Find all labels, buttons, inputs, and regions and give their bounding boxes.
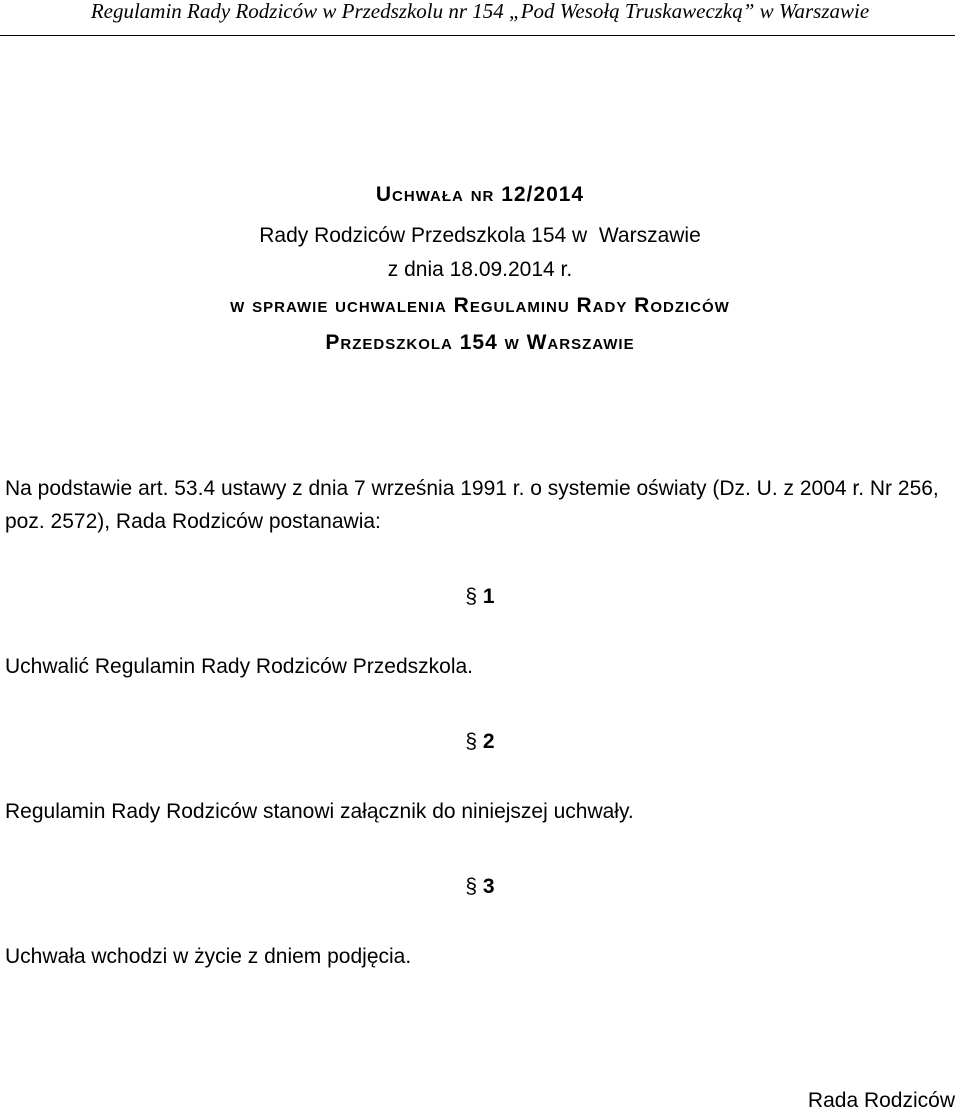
section-1-heading (0, 585, 960, 609)
resolution-number: Uchwała nr 12/2014 (375, 183, 585, 206)
section-2-heading (0, 730, 960, 754)
section-symbol: § (465, 730, 478, 753)
section-1-text: Uchwalić Regulamin Rady Rodziców Przedszkola. (5, 655, 474, 678)
section-number: 2 (482, 730, 495, 753)
resolution-subject-line-2: Przedszkola 154 w Warszawie (325, 331, 635, 354)
section-symbol: § (465, 875, 478, 898)
section-number: 3 (482, 875, 495, 898)
resolution-issuer: Rady Rodziców Przedszkola 154 w Warszawie (259, 224, 701, 247)
resolution-date: z dnia 18.09.2014 r. (387, 258, 573, 281)
section-number: 1 (482, 585, 495, 608)
header-rule (0, 35, 955, 36)
section-3-text: Uchwała wchodzi w życie z dniem podjęcia. (5, 945, 412, 968)
section-2-text: Regulamin Rady Rodziców stanowi załącznik do niniejszej uchwały. (5, 800, 634, 823)
section-symbol: § (465, 585, 478, 608)
section-3-heading (0, 875, 960, 899)
legal-basis-paragraph: Na podstawie art. 53.4 ustawy z dnia 7 września 1991 r. o systemie oświaty (Dz. U. z 2004 r. Nr 256, poz. 2572), Rada Rodziców postanawia: (5, 477, 939, 533)
page-header: Regulamin Rady Rodziców w Przedszkolu nr 154 „Pod Wesołą Truskaweczką” w Warszawie (90, 0, 870, 23)
resolution-subject-line-1: w sprawie uchwalenia Regulaminu Rady Rodziców (230, 294, 730, 317)
signature: Rada Rodziców (807, 1089, 955, 1112)
